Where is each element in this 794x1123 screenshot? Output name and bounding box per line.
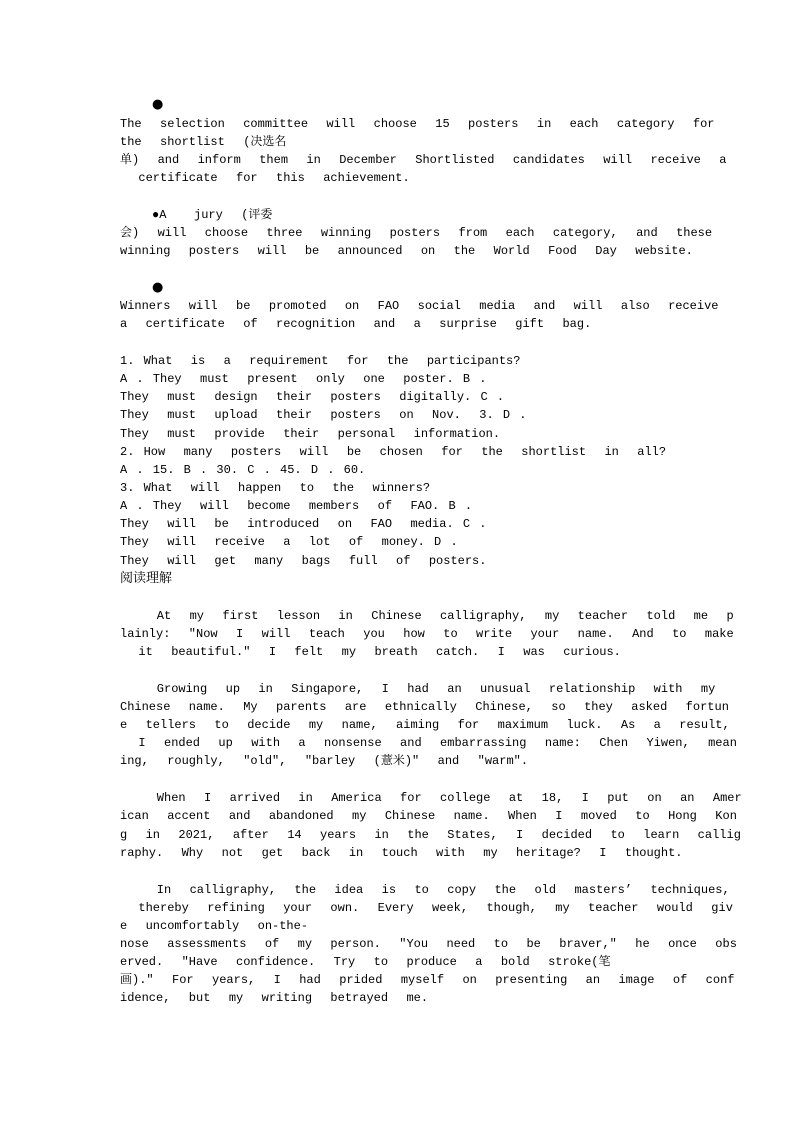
question-line: They must design their posters digitally. C .: [120, 390, 505, 404]
question-line: A . 15. B . 30. C . 45. D . 60.: [120, 463, 366, 477]
question-line: They must provide their personal information.: [120, 427, 501, 441]
passage-line: ing, roughly, "old", "barley (薏米)" and "warm".: [120, 754, 529, 768]
passage-line: raphy. Why not get back in touch with my heritage? I thought.: [120, 846, 683, 860]
passage-line: e uncomfortably on-the-: [120, 919, 309, 933]
text-line: certificate for this achievement.: [120, 171, 410, 185]
text-line: Winners will be promoted on FAO social media and will also receive: [120, 299, 719, 313]
question-line: They will get many bags full of posters.: [120, 554, 487, 568]
question-line: They will receive a lot of money. D .: [120, 535, 458, 549]
text-line: a certificate of recognition and a surprise gift bag.: [120, 317, 592, 331]
question-line: They will be introduced on FAO media. C .: [120, 517, 487, 531]
passage-line: g in 2021, after 14 years in the States, I decided to learn callig: [120, 828, 741, 842]
passage-line: At my first lesson in Chinese calligraphy, my teacher told me p: [120, 609, 734, 623]
passage-line: Growing up in Singapore, I had an unusual relationship with my: [120, 682, 716, 696]
text-line: The selection committee will choose 15 posters in each category for: [120, 117, 715, 131]
passage-line: it beautiful." I felt my breath catch. I was curious.: [120, 645, 621, 659]
question-line: They must upload their posters on Nov. 3. D .: [120, 408, 527, 422]
passage-line: When I arrived in America for college at 18, I put on an Amer: [120, 791, 742, 805]
passage-line: I ended up with a nonsense and embarrassing name: Chen Yiwen, mean: [120, 736, 737, 750]
passage-line: ican accent and abandoned my Chinese name. When I moved to Hong Kon: [120, 809, 737, 823]
passage-line: lainly: "Now I will teach you how to write your name. And to make: [120, 627, 734, 641]
passage-line: idence, but my writing betrayed me.: [120, 991, 429, 1005]
bullet-marker: ●: [152, 97, 164, 112]
question-line: 2. How many posters will be chosen for the shortlist in all?: [120, 445, 667, 459]
bullet-line: ●A jury (评委: [152, 208, 273, 222]
passage-line: nose assessments of my person. "You need to be braver," he once obs: [120, 937, 737, 951]
passage-line: thereby refining your own. Every week, though, my teacher would giv: [120, 901, 733, 915]
question-line: 3. What will happen to the winners?: [120, 481, 431, 495]
passage-line: In calligraphy, the idea is to copy the old masters’ techniques,: [120, 883, 730, 897]
text-line: 单) and inform them in December Shortlisted candidates will receive a: [120, 153, 727, 167]
question-line: A . They must present only one poster. B .: [120, 372, 487, 386]
passage-line: 画)." For years, I had prided myself on presenting an image of conf: [120, 973, 735, 987]
passage-line: Chinese name. My parents are ethnically Chinese, so they asked fortun: [120, 700, 729, 714]
passage-line: erved. "Have confidence. Try to produce a bold stroke(笔: [120, 955, 611, 969]
question-line: 1. What is a requirement for the participants?: [120, 354, 521, 368]
section-heading: 阅读理解: [120, 571, 173, 586]
passage-line: e tellers to decide my name, aiming for maximum luck. As a result,: [120, 718, 730, 732]
text-line: the shortlist (决选名: [120, 135, 287, 149]
bullet-marker: ●: [152, 280, 164, 295]
question-line: A . They will become members of FAO. B .: [120, 499, 473, 513]
text-line: winning posters will be announced on the World Food Day website.: [120, 244, 693, 258]
text-line: 会) will choose three winning posters from each category, and these: [120, 226, 713, 240]
